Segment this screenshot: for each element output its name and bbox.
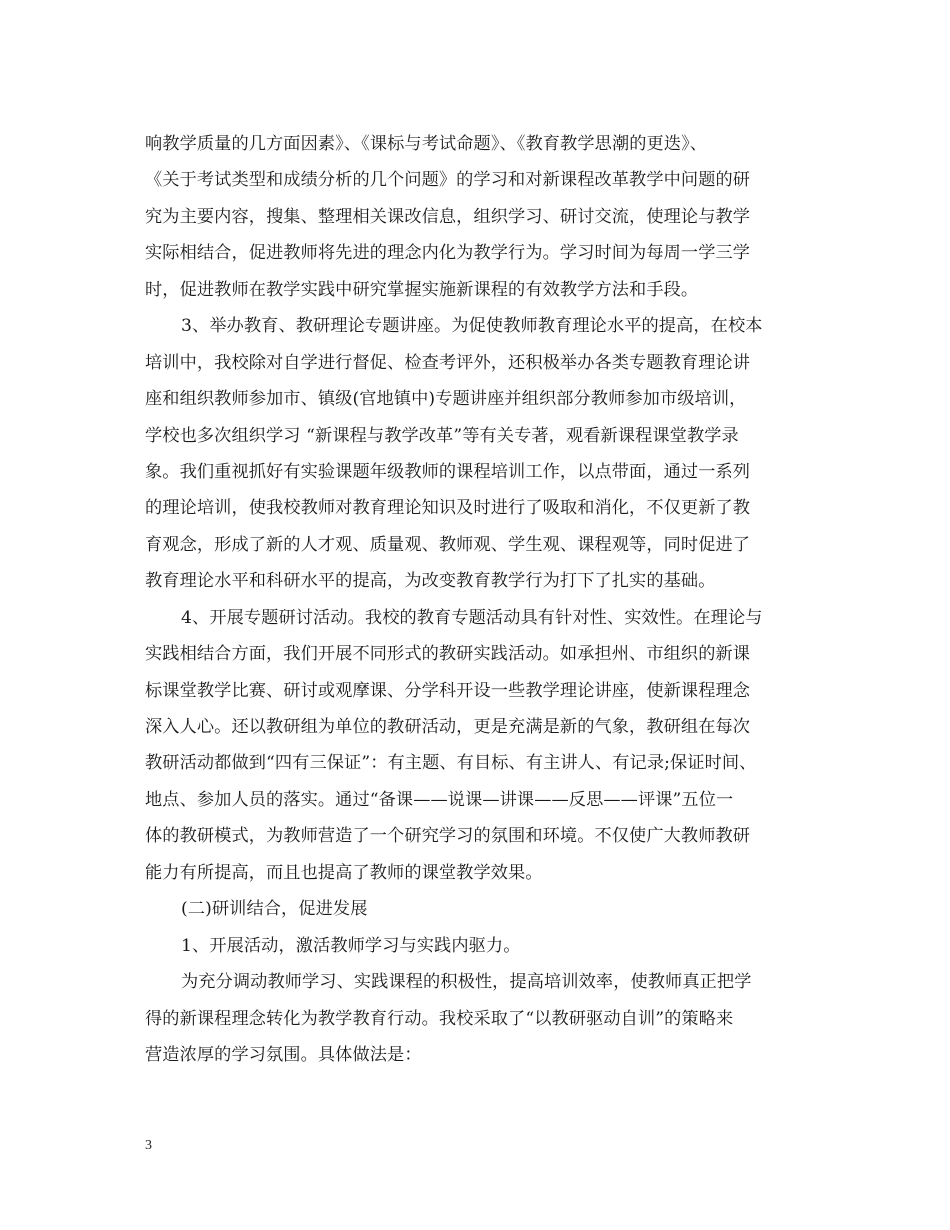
paragraph-line: 的理论培训，使我校教师对教育理论知识及时进行了吸取和消化，不仅更新了教 [145, 498, 751, 519]
paragraph-line: 营造浓厚的学习氛围。具体做法是： [145, 1044, 422, 1065]
paragraph-line: 《关于考试类型和成绩分析的几个问题》的学习和对新课程改革教学中问题的研 [145, 170, 751, 191]
paragraph-line: 教研活动都做到“四有三保证”：有主题、有目标、有主讲人、有记录;保证时间、 [145, 753, 757, 774]
paragraph-line: 3、举办教育、教研理论专题讲座。为促使教师教育理论水平的提高，在校本 [181, 316, 763, 337]
paragraph-line: 座和组织教师参加市、镇级(官地镇中)专题讲座并组织部分教师参加市级培训， [145, 389, 747, 410]
page-number: 3 [145, 1138, 152, 1153]
section-heading: (二)研训结合，促进发展 [181, 899, 368, 920]
paragraph-line: 4、开展专题研讨活动。我校的教育专题活动具有针对性、实效性。在理论与 [181, 607, 763, 628]
paragraph-line: 教育理论水平和科研水平的提高，为改变教育教学行为打下了扎实的基础。 [145, 571, 716, 592]
paragraph-line: 得的新课程理念转化为教学教育行动。我校采取了“以教研驱动自训”的策略来 [145, 1008, 734, 1029]
paragraph-line: 深入人心。还以教研组为单位的教研活动，更是充满是新的气象，教研组在每次 [145, 717, 751, 737]
paragraph-line: 时，促进教师在教学实践中研究掌握实施新课程的有效教学方法和手段。 [145, 279, 699, 300]
paragraph-line: 学校也多次组织学习 “新课程与教学改革”等有关专著，观看新课程课堂教学录 [145, 425, 739, 446]
paragraph-line: 地点、参加人员的落实。通过“备课——说课—讲课——反思——评课”五位一 [145, 789, 734, 810]
subsection-heading: 1、开展活动，激活教师学习与实践内驱力。 [181, 935, 521, 956]
paragraph-line: 象。我们重视抓好有实验课题年级教师的课程培训工作，以点带面，通过一系列 [145, 461, 751, 482]
paragraph-line: 响教学质量的几方面因素》、《课标与考试命题》、《教育教学思潮的更迭》、 [145, 134, 708, 154]
paragraph-line: 培训中，我校除对自学进行督促、检查考评外，还积极举办各类专题教育理论讲 [145, 352, 751, 373]
paragraph-line: 为充分调动教师学习、实践课程的积极性，提高培训效率，使教师真正把学 [181, 972, 752, 993]
paragraph-line: 实际相结合，促进教师将先进的理念内化为教学行为。学习时间为每周一学三学 [145, 243, 751, 264]
paragraph-line: 究为主要内容，搜集、整理相关课改信息，组织学习、研讨交流，使理论与教学 [145, 206, 751, 227]
paragraph-line: 能力有所提高，而且也提高了教师的课堂教学效果。 [145, 862, 543, 883]
body-text [145, 126, 825, 1073]
paragraph-line: 标课堂教学比赛、研讨或观摩课、分学科开设一些教学理论讲座，使新课程理念 [145, 680, 751, 701]
paragraph-line: 实践相结合方面，我们开展不同形式的教研实践活动。如承担州、市组织的新课 [145, 644, 751, 665]
paragraph-line: 体的教研模式，为教师营造了一个研究学习的氛围和环境。不仅使广大教师教研 [145, 826, 751, 847]
paragraph-line: 育观念，形成了新的人才观、质量观、教师观、学生观、课程观等，同时促进了 [145, 534, 751, 555]
